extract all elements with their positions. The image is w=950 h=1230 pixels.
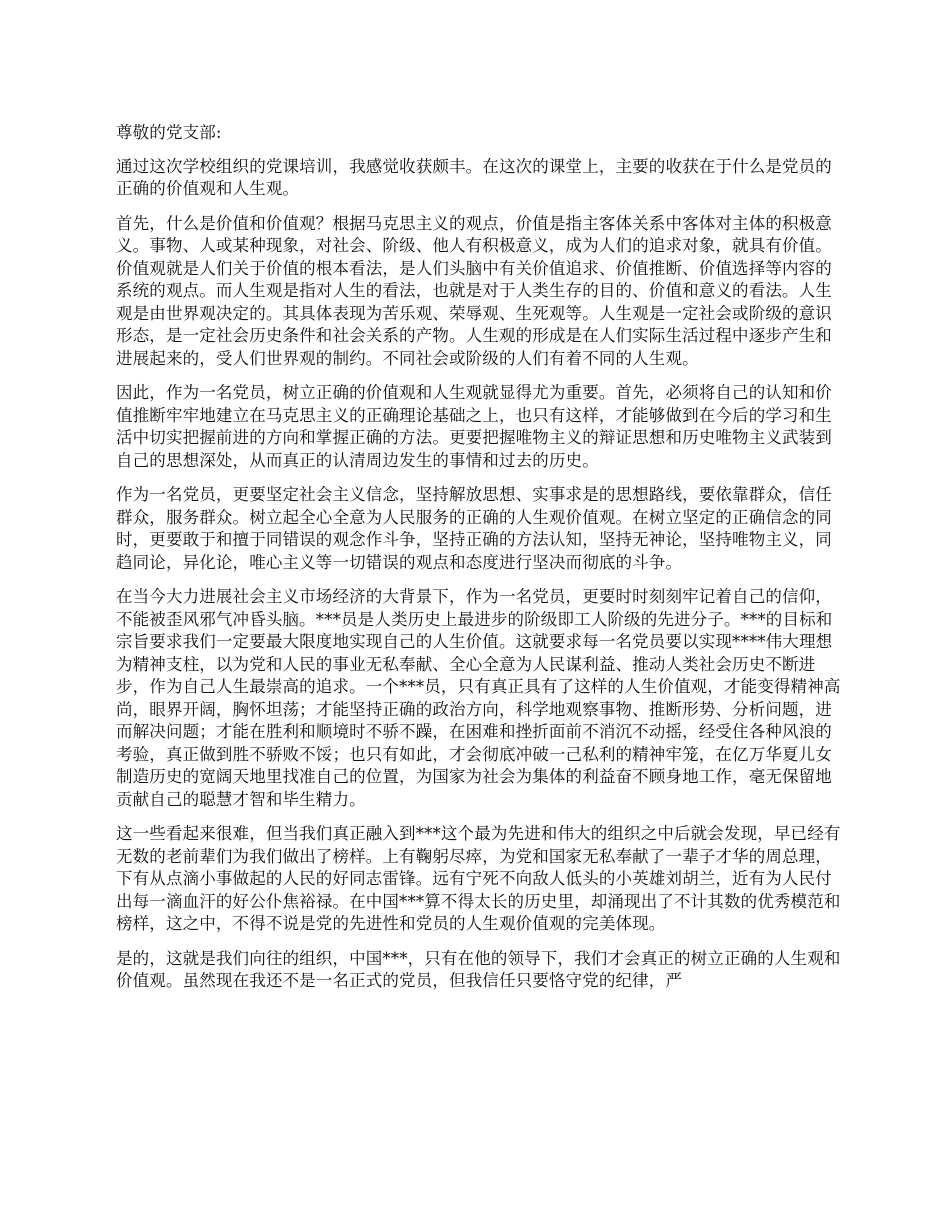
- paragraph-market-economy: 在当今大力进展社会主义市场经济的大背景下，作为一名党员，更要时时刻刻牢记着自己的信仰，不能被歪风邪气冲昏头脑。***员是人类历史上最进步的阶级即工人阶级的先进分子。***的目标和宗旨要求我们一定要最大限度地实现自己的人生价值。这就要求每一名党员要以实现****伟大理想为精神支柱，以为党和人民的事业无私奉献、全心全意为人民谋利益、推动人类社会历史不断进步，作为自己人生最崇高的追求。一个***员，只有真正具有了这样的人生价值观，才能变得精神高尚，眼界开阔，胸怀坦荡；才能坚持正确的政治方向，科学地观察事物、推断形势、分析问题，进而解决问题；才能在胜利和顺境时不骄不躁，在困难和挫折面前不消沉不动摇，经受住各种风浪的考验，真正做到胜不骄败不馁；也只有如此，才会彻底冲破一己私利的精神牢笼，在亿万华夏儿女制造历史的宽阔天地里找准自己的位置，为国家为社会为集体的利益奋不顾身地工作，毫无保留地贡献自己的聪慧才智和毕生精力。: [116, 587, 841, 809]
- paragraph-importance: 因此，作为一名党员，树立正确的价值观和人生观就显得尤为重要。首先，必须将自己的认知和价值推断牢牢地建立在马克思主义的正确理论基础之上，也只有这样，才能够做到在今后的学习和生活中切实把握前进的方向和掌握正确的方法。更要把握唯物主义的辩证思想和历史唯物主义武装到自己的思想深处，从而真正的认清周边发生的事情和过去的历史。: [116, 383, 832, 470]
- paragraph-value-definition: 首先，什么是价值和价值观？根据马克思主义的观点，价值是指主客体关系中客体对主体的积极意义。事物、人或某种现象，对社会、阶级、他人有积极意义，成为人们的追求对象，就具有价值。价值观就是人们关于价值的根本看法，是人们头脑中有关价值追求、价值推断、价值选择等内容的系统的观点。而人生观是指对人生的看法，也就是对于人类生存的目的、价值和意义的看法。人生观是由世界观决定的。其具体表现为苦乐观、荣辱观、生死观等。人生观是一定社会或阶级的意识形态，是一定社会历史条件和社会关系的产物。人生观的形成是在人们实际生活过程中逐步产生和进展起来的，受人们世界观的制约。不同社会或阶级的人们有着不同的人生观。: [116, 213, 832, 368]
- document-page: [116, 122, 842, 1005]
- paragraph-training-gain: 通过这次学校组织的党课培训，我感觉收获颇丰。在这次的课堂上，主要的收获在于什么是党员的正确的价值观和人生观。: [116, 156, 832, 198]
- salutation: 尊敬的党支部:: [116, 123, 222, 142]
- paragraph-socialist-belief: 作为一名党员，更要坚定社会主义信念，坚持解放思想、实事求是的思想路线，要依靠群众，信任群众，服务群众。树立起全心全意为人民服务的正确的人生观价值观。在树立坚定的正确信念的同时，更要敢于和擅于同错误的观念作斗争，坚持正确的方法认知，坚持无神论，坚持唯物主义，同趋同论，异化论，唯心主义等一切错误的观点和态度进行坚决而彻底的斗争。: [116, 485, 832, 572]
- paragraph-role-models: 这一些看起来很难，但当我们真正融入到***这个最为先进和伟大的组织之中后就会发现，早已经有无数的老前辈们为我们做出了榜样。上有鞠躬尽瘁，为党和国家无私奉献了一辈子才华的周总理，下有从点滴小事做起的人民的好同志雷锋。远有宁死不向敌人低头的小英雄刘胡兰，近有为人民付出每一滴血汗的好公仆焦裕禄。在中国***算不得太长的历史里，却涌现出了不计其数的优秀模范和榜样，这之中，不得不说是党的先进性和党员的人生观价值观的完美体现。: [116, 824, 841, 933]
- paragraph-conclusion: 是的，这就是我们向往的组织，中国***，只有在他的领导下，我们才会真正的树立正确的人生观和价值观。虽然现在我还不是一名正式的党员，但我信任只要恪守党的纪律，严: [116, 948, 841, 990]
